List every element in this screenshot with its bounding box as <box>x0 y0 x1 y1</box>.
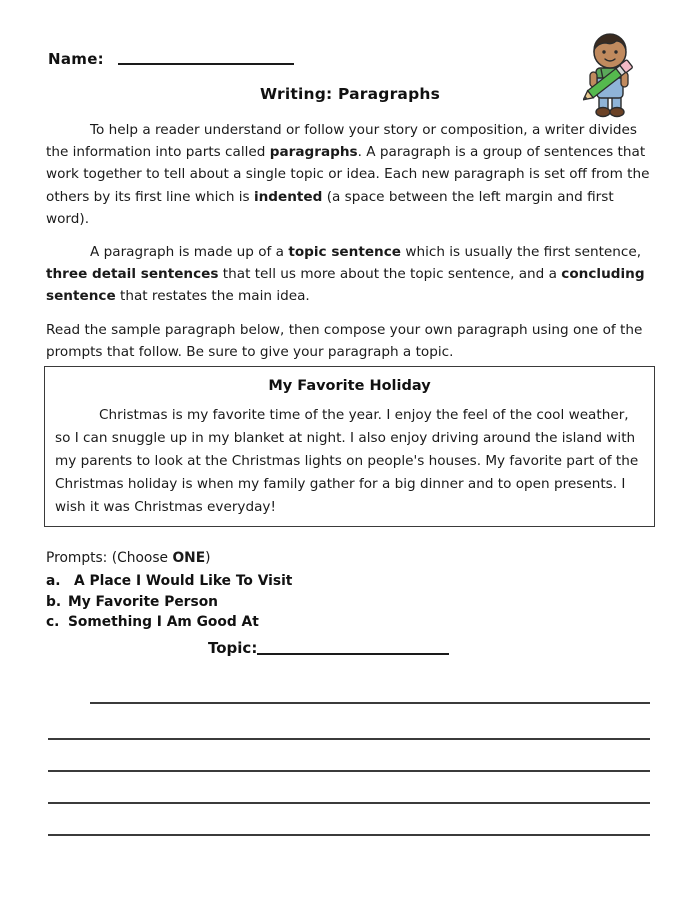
bold-term: topic sentence <box>288 244 402 261</box>
page-title: Writing: Paragraphs <box>259 85 441 103</box>
prompt-marker: c. <box>46 614 60 630</box>
prompt-label: A Place I Would Like To Visit <box>74 573 293 589</box>
name-label: Name: <box>48 50 104 68</box>
sample-paragraph-text: Christmas is my favorite time of the year. I enjoy the feel of the cool weather, so I can snuggle up in my blanket at night. I also enjoy driving around the island with my parents to look at the Christmas lights on people's houses. My favorite part of the Christmas holiday is when my family gather for a big dinner and to open presents. I wish it was Christmas everyday! <box>55 407 639 515</box>
answer-line[interactable] <box>48 834 650 836</box>
answer-line[interactable] <box>48 770 650 772</box>
instruction-paragraph-1: To help a reader understand or follow your story or composition, a writer divides the information into parts called paragraphs. A paragraph is a group of sentences that work together to tell about a single topic or idea. Each new paragraph is set off from the others by its first line which is indented (a space between the left margin and first word). <box>46 122 650 227</box>
prompt-marker: a. <box>46 573 61 589</box>
prompt-marker: b. <box>46 593 62 610</box>
bold-term: three detail sentences <box>46 266 219 283</box>
answer-line[interactable] <box>90 702 650 704</box>
bold-term: ONE <box>172 550 206 566</box>
sample-paragraph-title: My Favorite Holiday <box>268 378 431 394</box>
bold-term: concluding sentence <box>46 266 645 305</box>
bold-term: paragraphs <box>269 144 358 161</box>
prompt-label: My Favorite Person <box>68 593 219 610</box>
bold-term: indented <box>253 188 323 205</box>
answer-line[interactable] <box>48 802 650 804</box>
topic-label: Topic: <box>208 639 258 657</box>
prompt-label: Something I Am Good At <box>68 614 259 630</box>
prompts-heading: Prompts: (Choose ONE) <box>46 550 211 566</box>
answer-line[interactable] <box>48 738 650 740</box>
instruction-paragraph-2: A paragraph is made up of a topic sentence which is usually the first sentence, three detail sentences that tell us more about the topic sentence, and a concluding sentence that restates the main idea. <box>46 244 645 305</box>
instruction-paragraph-3: Read the sample paragraph below, then compose your own paragraph using one of the prompts that follow. Be sure to give your paragraph a topic. <box>46 321 643 360</box>
